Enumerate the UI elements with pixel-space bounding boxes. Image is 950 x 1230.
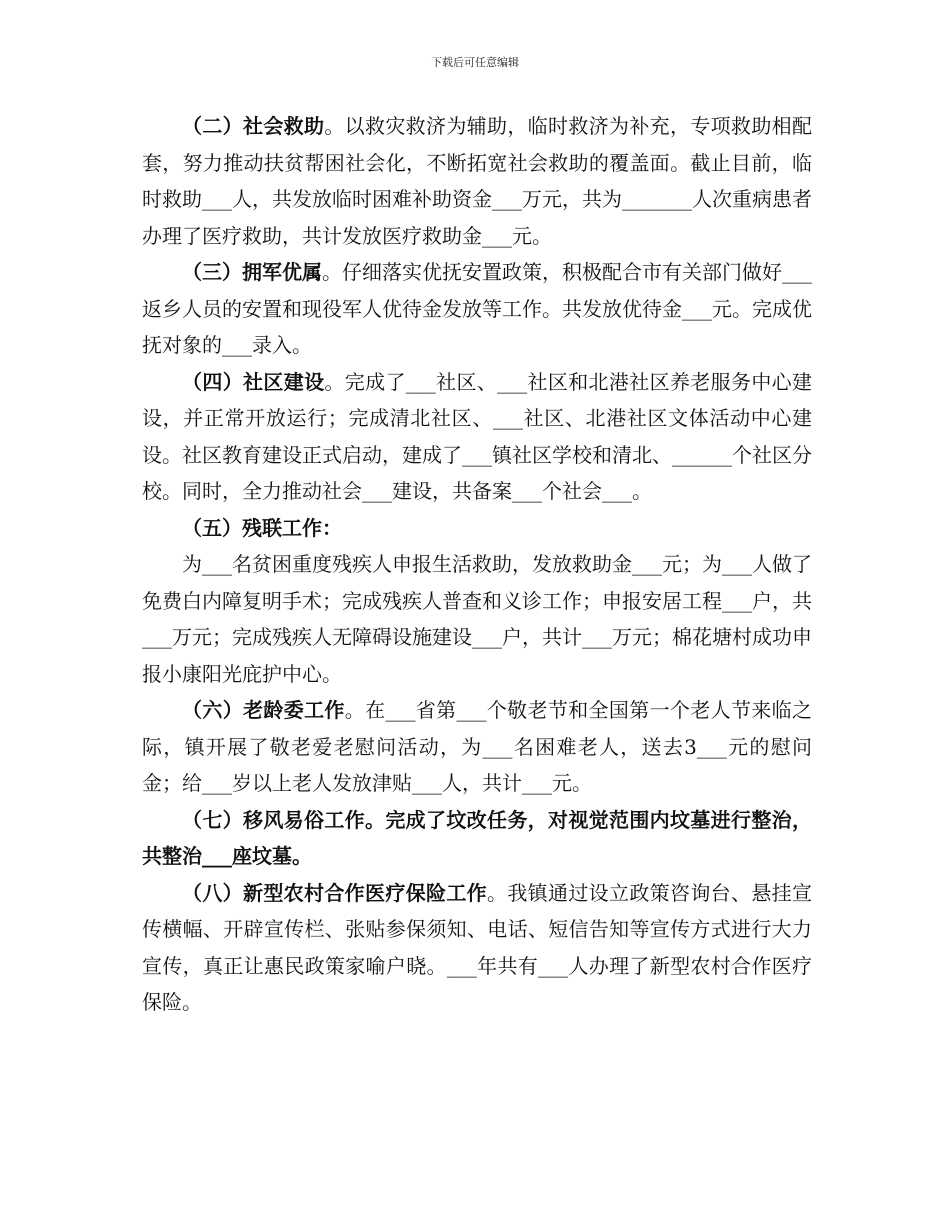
section-social-assistance: [142, 108, 812, 254]
page-header-note: 下载后可任意编辑: [431, 56, 519, 69]
section-title: （六）老龄委工作: [182, 698, 345, 722]
section-community-building: [142, 364, 812, 510]
section-customs-reform: （七）移风易俗工作。完成了坟改任务，对视觉范围内坟墓进行整治，共整治___座坟墓。: [142, 807, 812, 868]
section-disability-body: 为___名贫困重度残疾人申报生活救助，发放救助金___元；为___人做了免费白内障复明手术；完成残疾人普查和义诊工作；申报安居工程___户，共___万元；完成残疾人无障碍设施建设___户，共计___万元；棉花塘村成功申报小康阳光庇护中心。: [142, 552, 812, 686]
section-text: 。以救灾救济为辅助，临时救济为补充，专项救助相配套，努力推动扶贫帮困社会化，不断拓宽社会救助的覆盖面。截止目前，临时救助___人，共发放临时困难补助资金___万元，共为_______人次重病患者办理了医疗救助，共计发放医疗救助金___元。: [142, 114, 813, 248]
section-military-support: [142, 254, 812, 364]
section-text: 。我镇通过设立政策咨询台、悬挂宣传横幅、开辟宣传栏、张贴参保须知、电话、短信告知等宣传方式进行大力宣传，真正让惠民政策家喻户晓。___年共有___人办理了新型农村合作医疗保险。: [142, 880, 812, 1014]
section-title: （八）新型农村合作医疗保险工作: [182, 880, 487, 905]
section-title: （二）社会救助: [182, 114, 325, 138]
document-body: [142, 108, 812, 1021]
section-disability-title: （五）残联工作：: [182, 515, 342, 540]
section-title: （四）社区建设: [182, 369, 325, 394]
section-elderly-affairs: [142, 692, 812, 802]
section-text: 。仔细落实优抚安置政策，积极配合市有关部门做好___返乡人员的安置和现役军人优待金发放等工作。共发放优待金___元。完成优抚对象的___录入。: [142, 260, 812, 357]
section-text: 。完成了___社区、___社区和北港社区养老服务中心建设，并正常开放运行；完成清北社区、___社区、北港社区文体活动中心建设。社区教育建设正式启动，建成了___镇社区学校和清北、______个社区分校。同时，全力推动社会___建设，共备案___个社会___。: [142, 369, 813, 503]
section-title: （三）拥军优属: [182, 260, 322, 284]
section-rural-medical-insurance: [142, 875, 812, 1021]
section-text: 。在___省第___个敬老节和全国第一个老人节来临之际，镇开展了敬老爱老慰问活动，为___名困难老人，送去3___元的慰问金；给___岁以上老人发放津贴___人，共计___元。: [142, 698, 813, 795]
